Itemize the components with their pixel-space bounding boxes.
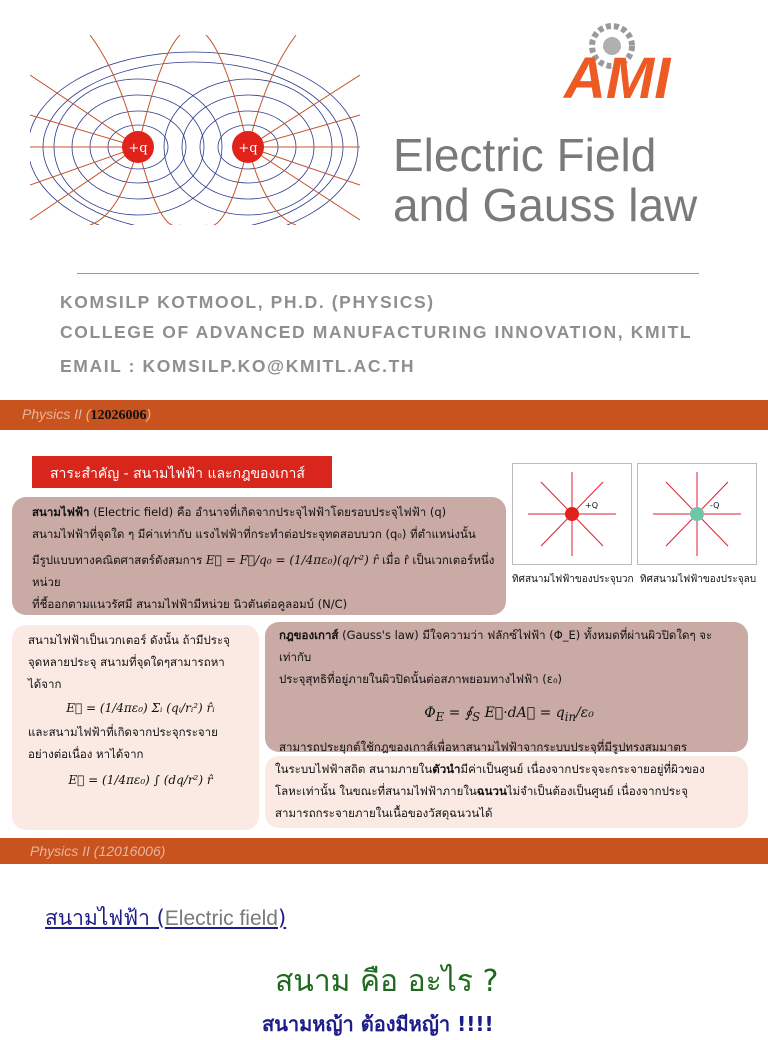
course-footer-bar	[0, 400, 768, 430]
coulomb-equation: E⃗ = F⃗/q₀ = (1/4πε₀)(q/r²) r̂	[205, 553, 379, 567]
title-slide	[0, 0, 768, 395]
slide3-subtitle: สนามหญ้า ต้องมีหญ้า !!!!	[262, 1012, 494, 1036]
charge-right-label: +q	[238, 141, 258, 156]
negative-charge-label: -Q	[710, 501, 720, 510]
positive-charge-label: +Q	[585, 501, 598, 510]
gauss-law-box: กฎของเกาส์ (Gauss's law) มีใจความว่า ฟลักซ์ไฟฟ้า (Φ_E) ทั้งหมดที่ผ่านผิวปิดใดๆ จะเท่ากับ ประจุสุทธิที่อยู่ภายในผิวปิดนั้นต่อสภาพยอมทางไฟฟ้า (ε₀) $\Phi_E$ = $∮_S$ E⃗·dA⃗ = $q_{in}/\varepsilon_0$ สามารถประยุกต์ใช้กฎของเกาส์เพื่อหาสนามไฟฟ้าจากระบบประจุที่มีรูปทรงสมมาตร	[265, 622, 748, 752]
title-line-2: and Gauss law	[393, 179, 698, 231]
title-line-1: Electric Field	[393, 129, 657, 181]
summary-tag: สาระสำคัญ - สนามไฟฟ้า และกฎของเกาส์	[32, 456, 332, 488]
positive-charge-field-diagram	[512, 463, 632, 565]
superposition-box: สนามไฟฟ้าเป็นเวกเตอร์ ดังนั้น ถ้ามีประจุ จุดหลายประจุ สนามที่จุดใดๆสามารถหา ได้จาก E⃗ = (1/4πε₀) Σᵢ (qᵢ/rᵢ²) r̂ᵢ และสนามไฟฟ้าที่เกิดจากประจุกระจาย อย่างต่อเนื่อง หาได้จาก E⃗ = (1/4πε₀) ∫ (dq/r²) r̂	[12, 625, 259, 830]
author-email: EMAIL : KOMSILP.KO@KMITL.AC.TH	[60, 356, 416, 376]
author-college: COLLEGE OF ADVANCED MANUFACTURING INNOVATION, KMITL	[60, 322, 693, 342]
logo-text: AMI	[564, 46, 671, 108]
charge-left-label: +q	[128, 141, 148, 156]
presentation-title	[393, 130, 697, 230]
electric-field-definition-box: สนามไฟฟ้า (Electric field) คือ อำนาจที่เกิดจากประจุไฟฟ้าโดยรอบประจุไฟฟ้า (q) สนามไฟฟ้าที่จุดใด ๆ มีค่าเท่ากับ แรงไฟฟ้าที่กระทำต่อประจุทดสอบบวก (q₀) ที่ตำแหน่งนั้น มีรูปแบบทางคณิตศาสตร์ดังสมการ E⃗ = F⃗/q₀ = (1/4πε₀)(q/r²) r̂ เมื่อ r̂ เป็นเวกเตอร์หนึ่งหน่วย ที่ชี้ออกตามแนวรัศมี สนามไฟฟ้ามีหน่วย นิวตันต่อคูลอมบ์ (N/C)	[12, 497, 506, 615]
positive-charge-caption: ทิศสนามไฟฟ้าของประจุบวก	[512, 574, 634, 585]
divider	[77, 273, 699, 274]
author-name: KOMSILP KOTMOOL, PH.D. (PHYSICS)	[60, 292, 435, 312]
course-footer-bar-2	[0, 838, 768, 864]
conductor-insulator-box: ในระบบไฟฟ้าสถิต สนามภายในตัวนำมีค่าเป็นศูนย์ เนื่องจากประจุจะกระจายอยู่ที่ผิวของ โลหะเท่านั้น ในขณะที่สนามไฟฟ้าภายในฉนวนไม่จำเป็นต้องเป็นศูนย์ เนื่องจากประจุ สามารถกระจายภายในเนื้อของวัสดุฉนวนได้	[265, 756, 748, 828]
electric-field-diagram	[30, 35, 360, 225]
negative-charge-field-diagram	[637, 463, 757, 565]
negative-charge-caption: ทิศสนามไฟฟ้าของประจุลบ	[640, 574, 757, 585]
gauss-law-equation: $\Phi_E$ = $∮_S$ E⃗·dA⃗ = $q_{in}/\varepsilon_0$	[424, 705, 594, 724]
course-footer: Physics II (12026006)	[22, 406, 152, 423]
course-footer-2: Physics II (12016006)	[30, 843, 166, 859]
discrete-sum-equation: E⃗ = (1/4πε₀) Σᵢ (qᵢ/rᵢ²) r̂ᵢ	[66, 701, 215, 715]
slide3-question: สนาม คือ อะไร ?	[275, 964, 499, 999]
continuous-integral-equation: E⃗ = (1/4πε₀) ∫ (dq/r²) r̂	[68, 773, 213, 787]
slide3-title: สนามไฟฟ้า (Electric field)	[45, 906, 287, 930]
ami-logo	[560, 18, 740, 108]
course-code: 12026006	[90, 408, 147, 423]
